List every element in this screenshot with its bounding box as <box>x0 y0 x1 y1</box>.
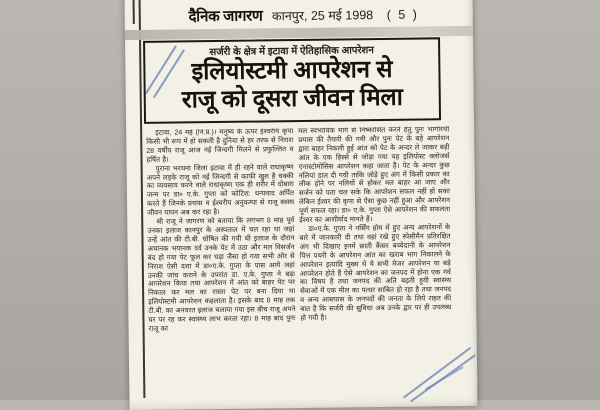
headline-box <box>143 37 441 124</box>
newspaper-name: दैनिक जागरण <box>188 7 263 26</box>
body-paragraph: इटावा, 24 मई (नि.प्र.)। मनुष्य के ऊपर ईश्वरीय कृपा किसी भी रूप में हो सकती है दुनिया से हर तरफ से निराश 28 वर्षीय राजू आज नई जिन्दगी मिलने से प्रफुल्लित व हर्षित है। <box>146 128 294 164</box>
body-paragraph: श्री राजू ने जागरण को बताया कि लगभग 8 माह पूर्व उनका इलाज कानपुर के अस्पताल में चल रहा था जहां उन्हें आंत की टी.बी. घोषित की गयी थी इलाज के दौरान अचानक भयानक दर्द उनके पेट में उठा और मल विसर्जन बंद हो गया पेट फूल कर घड़ा जैसा हो गया सभी ओर से निराश ऐसी दशा में डा०ए.के. गुप्ता के पास आये जहां उनकी जांच कराने के उपरांत डा. ए.के. गुप्ता ने बड़ा आपरेशन किया तथा आपरेशन में आंत को बाहर पेट पर निकाल कर मल का रास्ता पेट पर बना दिया था इलियोस्टमी आपरेशन कहलाता है। इसके बाद 8 माह तक टी.बी. का अनवरत इलाज चलाया गया इस बीच राजू अपने घर पर रह कर स्वास्थ्य लाभ करता रहा। 8 माह बाद पुनः राजू का <box>147 217 296 333</box>
body-paragraph: डा०ए.के. गुप्ता ने नर्सिंग होम में हुए अन्य आपरेशनों के बारे में जानकारी दी तथा वहां रखे हुए स्पेसीमैन प्रतिरक्षित अंग भी दिखाए इनमें छाती कैंसर बच्चेदानी के आपरेशन पित्त पथरी के आपरेशन आंत का खराब भाग निकालने के आपरेशन इत्यादि मुख्य थे ये सभी मेजर आपरेशन या बड़े आपरेशन होते हैं ऐसे आपरेशन का जनपद में होना एक गर्व का विषय है तथा जनपद की अति बढ़ती हुयी स्वास्थ्य सेवाओं में एक मील का पत्थर साबित हो रहा है तथा जनपद व अन्य आसपास के जनपदों की जनता के लिये राहत की बात है कि सर्जरी की सुविधा अब उनके द्वार पर ही उपलब्ध हो गयी है। <box>299 224 452 323</box>
headline-line-2: राजू को दूसरा जीवन मिला <box>181 83 403 114</box>
body-paragraph: पुराना भरथना जिला इटावा में ही रहने वाले राधाकृष्ण अपने लड़के राजू को नई जिन्दगी से काफी खुश है चक्की का व्यवसाय करने वाले राधाकृष्ण एक ही शरीर में दोबारा जन्म पर डा० ए.के. गुप्ता को कोटिश: धन्यवाद अर्पित करते हैं जिनके प्रयास व ईश्वरीय अनुकम्पा से राजू स्वस्थ जीवन यापन अब कर रहा है। <box>146 163 295 218</box>
kicker-line: सर्जरी के क्षेत्र में इटावा में ऐतिहासिक आपरेशन <box>209 45 374 59</box>
masthead <box>145 3 463 27</box>
body-paragraph: मल स्वभाविक मार्ग से निष्कासित करने हेतु पुनः भागीरथी प्रयास की तैयारी की गयी और पुनः पेट के बड़े आपरेशन द्वारा बाहर निकली हुई आंत को पेट के अन्दर ले जाकर बड़ी आंत के एक हिस्से से जोड़ा गया यह इलियोस्ट क्लोजर्स एनास्टोमोसिस आपरेशन कहा जाता है। पेट के अन्दर कुछ नलियां डाल दी गयी ताकि जोड़े हुए अंग में किसी प्रकार का लीक होने पर नलियों से होकर मल बाहर आ जाए और सर्जन को पता चल सके कि आपरेशन सफल नहीं हो सका लेकिन ईश्वर की कृपा से ऐसा कुछ नहीं हुआ और आपरेशन पूर्ण सफल रहा। डा० ए.के. गुप्ता ऐसे आपरेशन की सफलता ईश्वर का आशीर्वाद मानते हैं। <box>298 126 451 225</box>
masthead-edition-date: कानपुर, 25 मई 1998 <box>271 8 374 24</box>
masthead-page-number: ( 5 ) <box>386 7 419 22</box>
body-column-1 <box>146 128 296 406</box>
headline-line-1: इलियोस्टमी आपरेशन से <box>191 55 393 86</box>
body-column-2 <box>298 126 452 404</box>
clip-edge-tick <box>133 0 135 24</box>
newspaper-clipping <box>124 0 477 410</box>
